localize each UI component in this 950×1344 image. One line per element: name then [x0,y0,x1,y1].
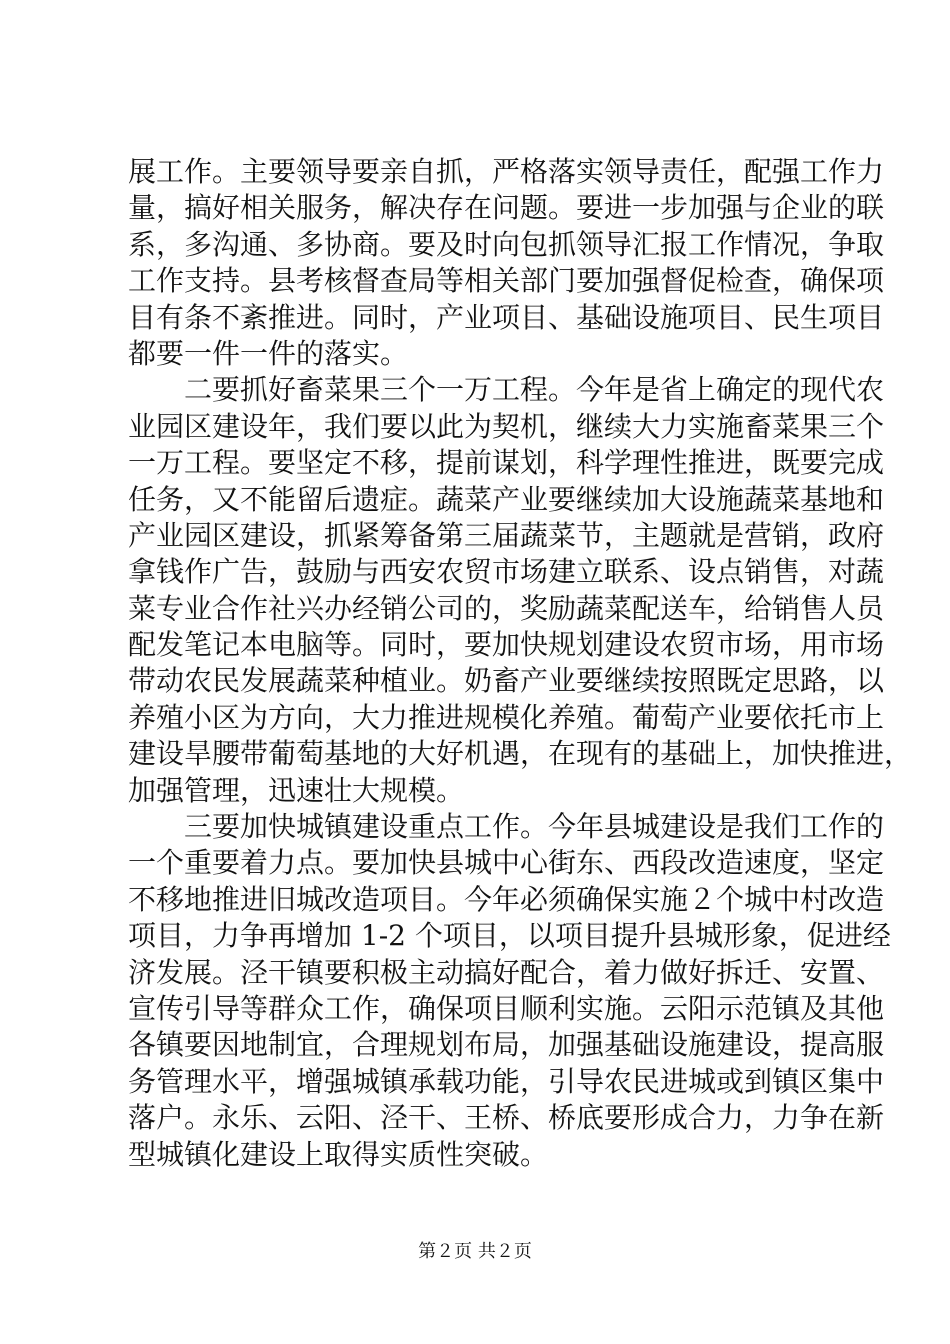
text-line: 量，搞好相关服务，解决存在问题。要进一步加强与企业的联 [128,191,885,225]
page-number-footer: 第２页 共２页 [418,1241,532,1262]
text-line: 加强管理，迅速壮大规模。 [128,773,465,807]
text-line: 系，多沟通、多协商。要及时向包抓领导汇报工作情况，争取 [128,227,885,261]
text-line: 任务，又不能留后遗症。蔬菜产业要继续加大设施蔬菜基地和 [128,482,885,516]
text-line: 型城镇化建设上取得实质性突破。 [128,1137,549,1171]
text-line: 菜专业合作社兴办经销公司的，奖励蔬菜配送车，给销售人员 [128,591,885,625]
text-line: 项目，力争再增加 1-2 个项目，以项目提升县城形象，促进经 [128,919,891,953]
text-line: 带动农民发展蔬菜种植业。奶畜产业要继续按照既定思路，以 [128,664,885,698]
body-text [128,154,913,1173]
text-line: 不移地推进旧城改造项目。今年必须确保实施２个城中村改造 [128,882,885,916]
text-line: 配发笔记本电脑等。同时，要加快规划建设农贸市场，用市场 [128,628,885,662]
text-line: 三要加快城镇建设重点工作。今年县城建设是我们工作的 [184,810,885,844]
text-line: 养殖小区为方向，大力推进规模化养殖。葡萄产业要依托市上 [128,700,885,734]
text-line: 落户。永乐、云阳、泾干、王桥、桥底要形成合力，力争在新 [128,1101,885,1135]
text-line: 宣传引导等群众工作，确保项目顺利实施。云阳示范镇及其他 [128,991,885,1025]
text-line: 目有条不紊推进。同时，产业项目、基础设施项目、民生项目 [128,300,885,334]
text-line: 一个重要着力点。要加快县城中心街东、西段改造速度，坚定 [128,846,885,880]
text-line: 二要抓好畜菜果三个一万工程。今年是省上确定的现代农 [184,373,885,407]
text-line: 各镇要因地制宜，合理规划布局，加强基础设施建设，提高服 [128,1028,885,1062]
text-line: 一万工程。要坚定不移，提前谋划，科学理性推进，既要完成 [128,446,885,480]
paragraph-3 [128,809,891,1173]
text-line: 工作支持。县考核督查局等相关部门要加强督促检查，确保项 [128,264,885,298]
text-line: 拿钱作广告，鼓励与西安农贸市场建立联系、设点销售，对蔬 [128,555,885,589]
text-line: 都要一件一件的落实。 [128,336,409,370]
text-line: 展工作。主要领导要亲自抓，严格落实领导责任，配强工作力 [128,155,885,188]
text-line: 建设旱腰带葡萄基地的大好机遇，在现有的基础上，加快推进， [128,737,913,771]
text-line: 业园区建设年，我们要以此为契机，继续大力实施畜菜果三个 [128,409,885,443]
text-line: 产业园区建设，抓紧筹备第三届蔬菜节，主题就是营销，政府 [128,518,885,552]
text-line: 务管理水平，增强城镇承载功能，引导农民进城或到镇区集中 [128,1064,885,1098]
text-line: 济发展。泾干镇要积极主动搞好配合，着力做好拆迁、安置、 [128,955,885,989]
paragraph-2 [128,372,913,809]
paragraph-1 [128,154,885,372]
